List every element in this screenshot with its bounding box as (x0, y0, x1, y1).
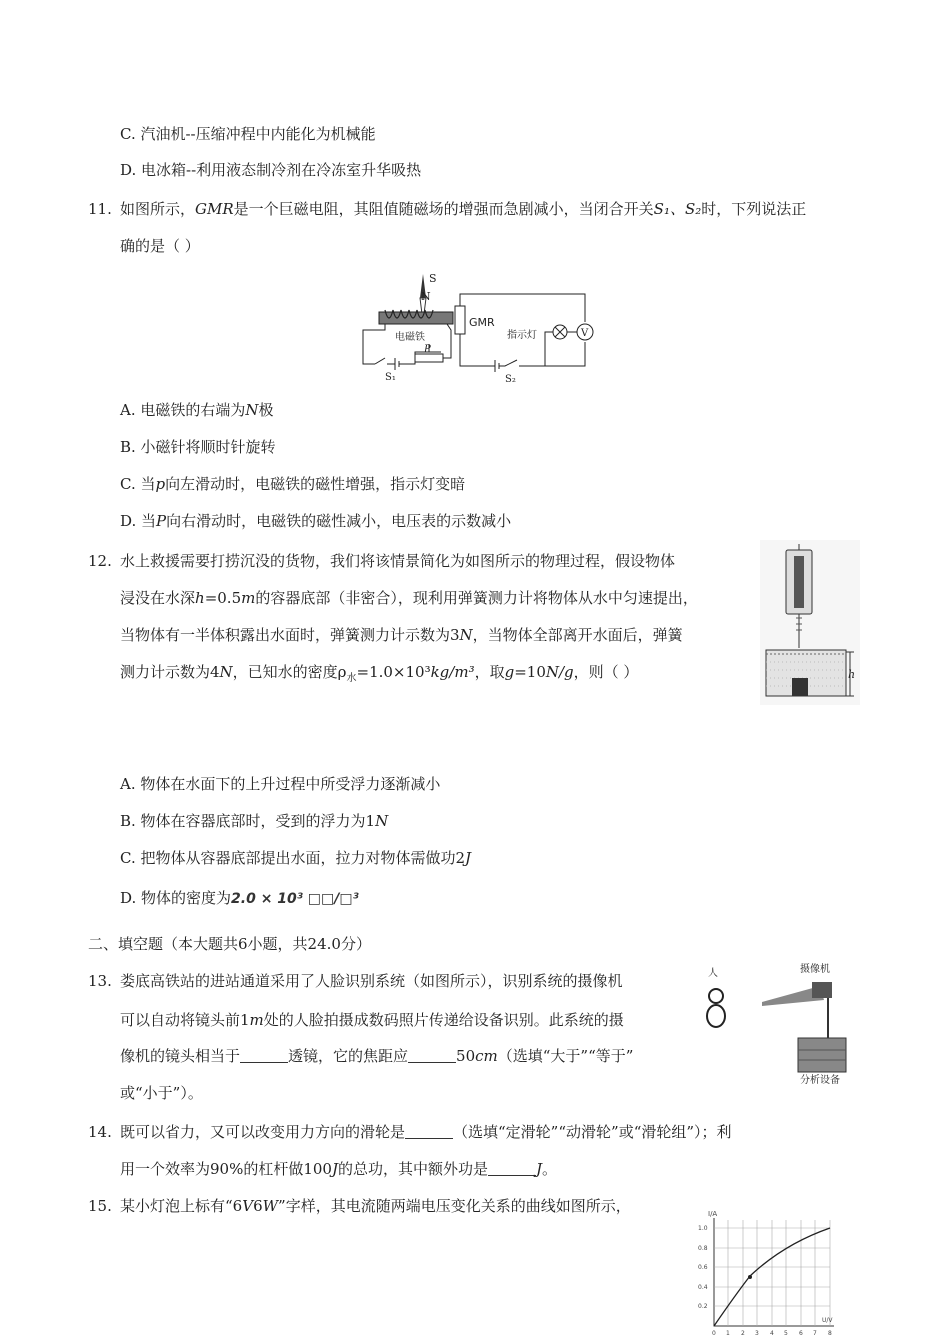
q12-spring-scale-figure (760, 540, 860, 705)
svg-text:S₂: S₂ (505, 374, 516, 385)
q12-stem-line1: 水上救援需要打捞沉没的货物，我们将该情景简化为如图所示的物理过程，假设物体 (120, 552, 676, 570)
svg-text:N: N (421, 290, 431, 303)
q11-stem-line1: 如图所示，GMR是一个巨磁电阻，其阻值随磁场的增强而急剧减小，当闭合开关S₁、S₂时，下列说法正 (120, 200, 807, 218)
svg-text:U/V: U/V (822, 1317, 833, 1324)
svg-text:S₁: S₁ (385, 372, 396, 383)
q11-option-b: B. 小磁针将顺时针旋转 (120, 438, 276, 456)
svg-text:0.2: 0.2 (698, 1303, 708, 1310)
svg-text:I/A: I/A (708, 1210, 718, 1218)
svg-text:P: P (424, 344, 431, 355)
svg-text:2: 2 (741, 1330, 745, 1337)
q12-option-c: C. 把物体从容器底部提出水面，拉力对物体需做功2J (120, 849, 472, 867)
q15-number: 15. (88, 1197, 112, 1215)
q11-stem-line2: 确的是（ ） (120, 237, 200, 255)
svg-text:0: 0 (712, 1330, 716, 1337)
q15-iv-curve-figure (694, 1206, 844, 1340)
section-fill-in-title: 二、填空题（本大题共6小题，共24.0分） (88, 935, 371, 953)
svg-text:6: 6 (799, 1330, 803, 1337)
svg-text:V: V (581, 328, 589, 339)
q11-number: 11. (88, 200, 112, 218)
q13-stem-line3: 像机的镜头相当于 透镜，它的焦距应 50cm（选填“大于”“等于” (120, 1047, 634, 1065)
q14-blank-1[interactable] (405, 1124, 453, 1139)
q13-stem-line2: 可以自动将镜头前1m处的人脸拍摄成数码照片传递给设备识别。此系统的摄 (120, 1011, 624, 1029)
q13-stem-line1: 娄底高铁站的进站通道采用了人脸识别系统（如图所示），识别系统的摄像机 (120, 972, 623, 990)
q15-stem-line1: 某小灯泡上标有“6V6W”字样，其电流随两端电压变化关系的曲线如图所示， (120, 1197, 631, 1215)
svg-text:h: h (848, 668, 856, 681)
svg-text:0.4: 0.4 (698, 1284, 708, 1291)
svg-text:指示灯: 指示灯 (507, 330, 537, 341)
q13-blank-1[interactable] (240, 1048, 288, 1063)
svg-text:0.8: 0.8 (698, 1245, 708, 1252)
svg-text:摄像机: 摄像机 (800, 964, 830, 975)
svg-text:电磁铁: 电磁铁 (395, 332, 425, 343)
svg-text:1: 1 (726, 1330, 730, 1337)
q12-option-d: D. 物体的密度为2.0 × 10³ □□/□³ (120, 889, 359, 907)
q12-stem-line3: 当物体有一半体积露出水面时，弹簧测力计示数为3N，当物体全部离开水面后，弹簧 (120, 626, 683, 644)
q12-option-a: A. 物体在水面下的上升过程中所受浮力逐渐减小 (120, 775, 441, 793)
q13-blank-2[interactable] (408, 1048, 456, 1063)
q14-stem-line2: 用一个效率为90%的杠杆做100J的总功，其中额外功是 J。 (120, 1160, 558, 1178)
svg-text:4: 4 (770, 1330, 774, 1337)
q13-number: 13. (88, 972, 112, 990)
svg-text:5: 5 (784, 1330, 788, 1337)
q14-number: 14. (88, 1123, 112, 1141)
svg-text:3: 3 (755, 1330, 759, 1337)
q11-circuit-figure (355, 268, 595, 388)
q11-option-d: D. 当P向右滑动时，电磁铁的磁性减小，电压表的示数减小 (120, 512, 512, 530)
svg-text:人: 人 (708, 968, 718, 979)
q12-option-b: B. 物体在容器底部时，受到的浮力为1N (120, 812, 389, 830)
svg-text:8: 8 (828, 1330, 832, 1337)
q14-stem-line1: 既可以省力，又可以改变用力方向的滑轮是 （选填“定滑轮”“动滑轮”或“滑轮组”）；利 (120, 1123, 732, 1141)
q10-option-d: D. 电冰箱--利用液态制冷剂在冷冻室升华吸热 (120, 161, 422, 179)
q12-number: 12. (88, 552, 112, 570)
q11-option-a: A. 电磁铁的右端为N极 (120, 401, 274, 419)
q13-stem-line4: 或“小于”）。 (120, 1084, 203, 1102)
svg-text:1.0: 1.0 (698, 1225, 708, 1232)
svg-text:GMR: GMR (469, 316, 495, 329)
q11-option-c: C. 当p向左滑动时，电磁铁的磁性增强，指示灯变暗 (120, 475, 466, 493)
density-formula: 2.0 × 10³ □□/□³ (231, 891, 359, 907)
svg-text:S: S (429, 272, 437, 285)
svg-text:7: 7 (813, 1330, 817, 1337)
q12-stem-line4: 测力计示数为4N，已知水的密度$\rho_水=1.0\times 10^3kg/m^3$，取g=10N/g，则（ ） (120, 663, 639, 684)
svg-text:0.6: 0.6 (698, 1264, 708, 1271)
q13-face-recognition-figure (700, 960, 860, 1085)
q10-option-c: C. 汽油机--压缩冲程中内能化为机械能 (120, 125, 376, 143)
q12-stem-line2: 浸没在水深h=0.5m的容器底部（非密合），现利用弹簧测力计将物体从水中匀速提出， (120, 589, 698, 607)
svg-text:分析设备: 分析设备 (800, 1075, 840, 1085)
q14-blank-2[interactable] (488, 1161, 536, 1176)
